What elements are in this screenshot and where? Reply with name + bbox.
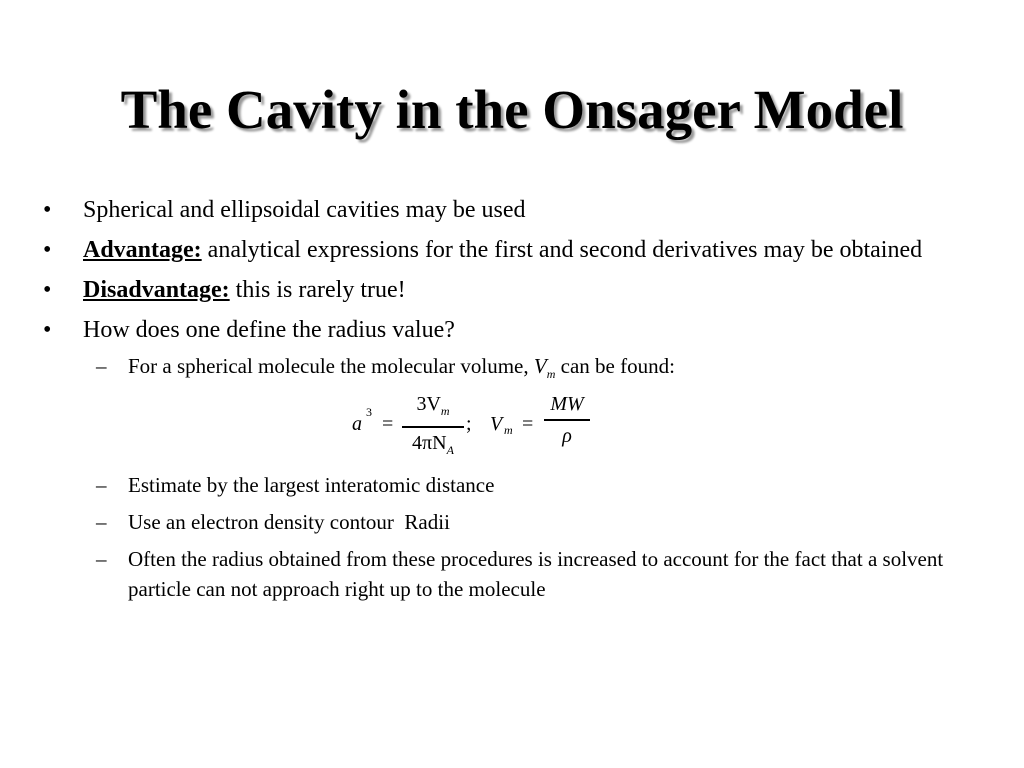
fraction-1-numerator: [402, 391, 464, 424]
numerator-text: 3V: [416, 393, 441, 416]
formula-fraction-2: [544, 391, 590, 449]
formula-equals-2: =: [522, 413, 534, 436]
bullet-list: [0, 194, 1024, 611]
numerator-subscript: m: [440, 404, 450, 419]
fraction-2-denominator: ρ: [562, 425, 572, 448]
formula-equation: [352, 391, 652, 465]
formula-a: a: [352, 413, 362, 436]
bullet-marker: •: [43, 197, 52, 223]
bullet-item: [0, 274, 1024, 307]
sub-bullet-marker: –: [96, 547, 107, 572]
formula-equals-1: =: [382, 413, 394, 436]
sub-bullet-text: can be found:: [555, 354, 675, 378]
radius-formula: [0, 391, 1024, 465]
sub-bullet-item: [0, 507, 1024, 537]
sub-bullet-marker: –: [96, 473, 107, 498]
bullet-text: How does one define the radius value?: [83, 317, 455, 343]
bullet-item: [0, 234, 1024, 267]
bullet-text: analytical expressions for the first and second derivatives may be obtained: [201, 237, 923, 263]
fraction-1-denominator: [402, 430, 464, 463]
sub-bullet-item: [0, 544, 1024, 604]
formula-vm-subscript: m: [504, 423, 513, 438]
bullet-marker: •: [43, 237, 52, 263]
sub-bullet-text: Estimate by the largest interatomic distance: [128, 473, 495, 498]
fraction-bar: [544, 419, 590, 421]
sub-bullet-text: Use an electron density contour Radii: [128, 510, 450, 535]
bullet-label-advantage: Advantage:: [83, 237, 202, 263]
sub-bullet-text: For a spherical molecule the molecular volume,: [128, 354, 534, 378]
bullet-marker: •: [43, 317, 52, 343]
bullet-item: [0, 194, 1024, 227]
vm-subscript: m: [546, 367, 556, 382]
sub-bullet-marker: –: [96, 510, 107, 535]
formula-fraction-1: [402, 391, 464, 463]
sub-bullet-item: [0, 351, 1024, 389]
denominator-text: 4πN: [412, 432, 447, 455]
sub-bullet-marker: –: [96, 354, 107, 378]
bullet-text: Spherical and ellipsoidal cavities may be used: [83, 197, 526, 223]
bullet-item: [0, 314, 1024, 347]
formula-vm: V: [490, 413, 503, 436]
fraction-2-numerator: MW: [550, 393, 584, 416]
slide-title: The Cavity in the Onsager Model: [120, 79, 904, 140]
sub-bullet-text: Often the radius obtained from these procedures is increased to account for the fact that a solvent particle can not approach right up to the molecule: [128, 547, 944, 602]
bullet-text: this is rarely true!: [229, 277, 406, 303]
formula-a-exponent: 3: [366, 405, 372, 420]
vm-symbol: V: [533, 354, 547, 378]
bullet-marker: •: [43, 277, 52, 303]
formula-separator: ;: [466, 413, 472, 436]
bullet-label-disadvantage: Disadvantage:: [83, 277, 230, 303]
fraction-bar: [402, 426, 464, 428]
sub-bullet-item: [0, 470, 1024, 500]
denominator-subscript: A: [446, 443, 454, 458]
